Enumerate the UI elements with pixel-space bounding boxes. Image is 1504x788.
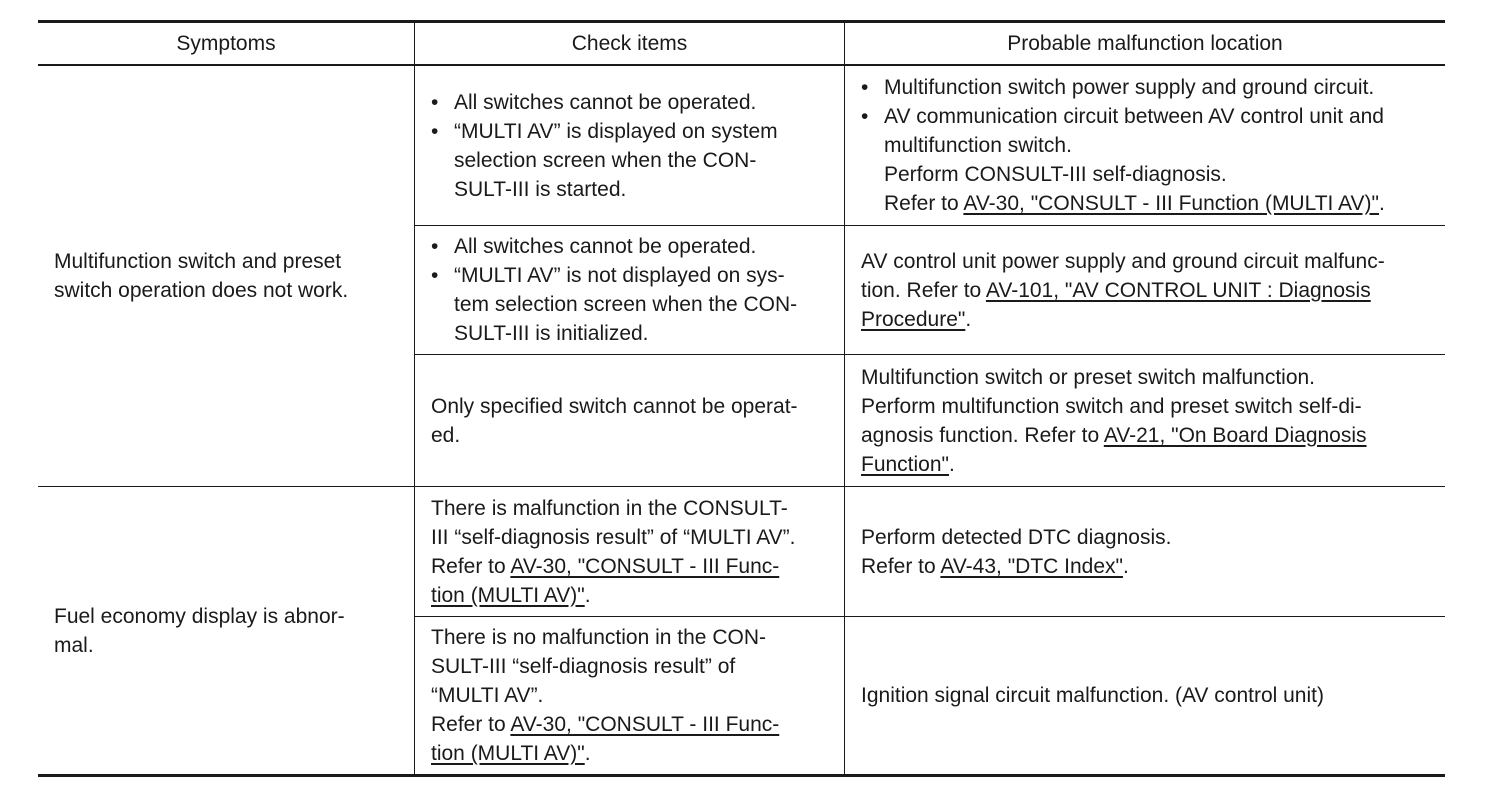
- location-text: tion. Refer to: [861, 278, 986, 302]
- check-cell: [415, 487, 844, 616]
- check-line: [431, 739, 836, 768]
- bullet-item: [431, 261, 836, 290]
- diagnosis-table: [38, 20, 1445, 780]
- check-text: .: [584, 583, 591, 607]
- location-cell: [845, 226, 1445, 354]
- location-cell: [845, 355, 1445, 486]
- location-text: .: [949, 452, 955, 476]
- bullet-continuation: [431, 175, 836, 204]
- reference-link[interactable]: AV-101, "AV CONTROL UNIT : Diagnosis: [985, 278, 1371, 302]
- check-text: There is malfunction in the CONSULT-: [431, 496, 788, 520]
- header-check-items: [415, 23, 844, 63]
- location-cell: [845, 66, 1445, 225]
- location-text: Ignition signal circuit malfunction. (AV control unit): [861, 684, 1324, 707]
- location-text: AV control unit power supply and ground circuit malfunc-: [861, 249, 1385, 273]
- reference-link[interactable]: AV-43, "DTC Index": [940, 554, 1123, 578]
- bullet-item: [861, 102, 1437, 131]
- reference-link[interactable]: Procedure": [861, 307, 966, 331]
- reference-link[interactable]: AV-30, "CONSULT - III Func-: [510, 713, 780, 736]
- check-text: SULT-III “self-diagnosis result” of: [431, 655, 736, 678]
- check-text: All switches cannot be operated.: [454, 235, 757, 258]
- check-line: [431, 552, 836, 581]
- reference-link[interactable]: AV-30, "CONSULT - III Function (MULTI AV)": [963, 192, 1379, 215]
- table-bottom-rule: [38, 774, 1445, 777]
- reference-link[interactable]: AV-21, "On Board Diagnosis: [1103, 423, 1367, 447]
- check-cell: [415, 226, 844, 354]
- reference-link[interactable]: AV-30, "CONSULT - III Func-: [510, 554, 780, 578]
- bullet-item: [431, 117, 836, 146]
- location-line: [861, 552, 1437, 581]
- location-text: Refer to: [861, 554, 941, 578]
- header-probable-location: [845, 23, 1445, 63]
- check-text: Only specified switch cannot be operat-: [431, 394, 798, 418]
- check-cell: [415, 355, 844, 486]
- location-text: AV communication circuit between AV control unit and: [884, 105, 1384, 128]
- header-symptoms: [38, 23, 414, 63]
- check-text: selection screen when the CON-: [454, 148, 757, 172]
- bullet-continuation: [431, 319, 836, 348]
- check-text: III “self-diagnosis result” of “MULTI AV”.: [431, 525, 796, 549]
- symptom-cell: [38, 487, 414, 774]
- check-text: “MULTI AV” is not displayed on sys-: [454, 264, 785, 287]
- reference-link[interactable]: Function": [861, 452, 949, 476]
- check-line: [431, 581, 836, 610]
- bullet-continuation: [861, 160, 1437, 189]
- bullet-item: [861, 73, 1437, 102]
- location-text: Multifunction switch or preset switch malfunction.: [861, 365, 1316, 389]
- check-line: [431, 710, 836, 739]
- check-text: There is no malfunction in the CON-: [431, 626, 766, 649]
- symptom-text: mal.: [54, 633, 94, 657]
- bullet-item: [431, 232, 836, 261]
- check-text: All switches cannot be operated.: [454, 90, 757, 114]
- check-text: SULT-III is started.: [454, 177, 627, 201]
- check-text: .: [584, 742, 591, 765]
- bullet-continuation: [431, 146, 836, 175]
- location-text: Perform detected DTC diagnosis.: [861, 525, 1172, 549]
- check-text: Refer to: [431, 554, 511, 578]
- check-text: SULT-III is initialized.: [454, 322, 649, 345]
- location-text: Perform CONSULT-III self-diagnosis.: [884, 163, 1227, 186]
- bullet-continuation: [431, 290, 836, 319]
- check-text: tem selection screen when the CON-: [454, 293, 798, 316]
- location-text: .: [1122, 554, 1129, 578]
- reference-link[interactable]: tion (MULTI AV)": [431, 742, 585, 765]
- location-text: .: [1378, 192, 1385, 215]
- location-cell: [845, 487, 1445, 616]
- symptom-text: switch operation does not work.: [54, 279, 349, 302]
- bullet-continuation: [861, 131, 1437, 160]
- location-text: agnosis function. Refer to: [861, 423, 1104, 447]
- header-probable-location-label: Probable malfunction location: [1007, 31, 1283, 55]
- check-text: Refer to: [431, 713, 511, 736]
- symptom-text: Multifunction switch and preset: [54, 250, 342, 273]
- symptom-text: Fuel economy display is abnor-: [54, 604, 345, 628]
- location-text: Multifunction switch power supply and ground circuit.: [884, 76, 1375, 99]
- location-line: [861, 450, 1437, 479]
- check-cell: [415, 617, 844, 774]
- location-line: [861, 276, 1437, 305]
- location-cell: [845, 617, 1445, 774]
- location-line: [861, 305, 1437, 334]
- location-text: Perform multifunction switch and preset switch self-di-: [861, 394, 1362, 418]
- symptom-cell: [38, 66, 414, 486]
- check-cell: [415, 66, 844, 225]
- header-check-items-label: Check items: [571, 31, 688, 55]
- bullet-continuation: [861, 189, 1437, 218]
- location-line: [861, 421, 1437, 450]
- header-symptoms-label: Symptoms: [176, 31, 276, 55]
- location-text: .: [965, 307, 972, 331]
- bullet-item: [431, 88, 836, 117]
- location-text: multifunction switch.: [884, 134, 1072, 157]
- check-text: “MULTI AV” is displayed on system: [454, 119, 778, 143]
- reference-link[interactable]: tion (MULTI AV)": [431, 583, 585, 607]
- check-text: ed.: [431, 423, 461, 447]
- check-text: “MULTI AV”.: [431, 684, 544, 707]
- location-text: Refer to: [884, 192, 964, 215]
